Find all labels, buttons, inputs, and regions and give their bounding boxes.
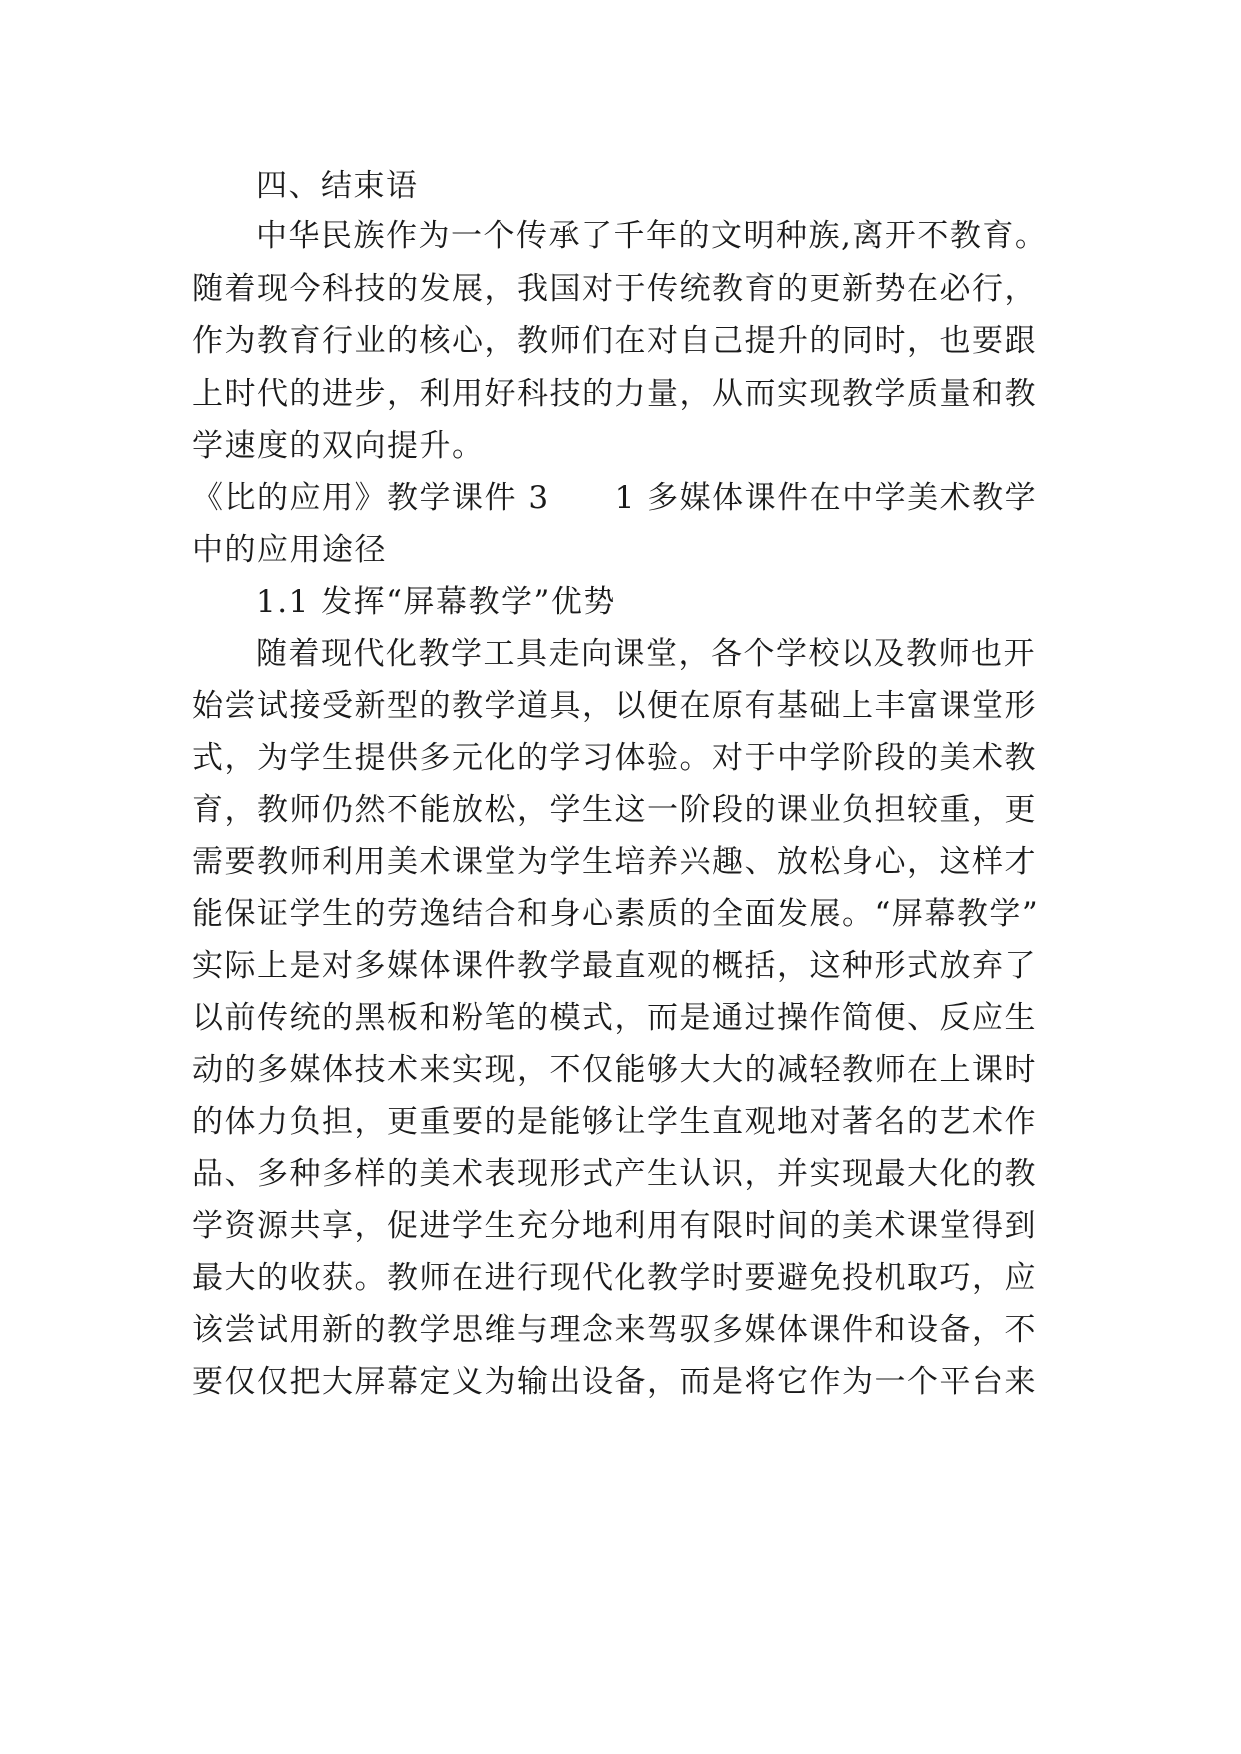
subsection-heading: 1.1 发挥“屏幕教学”优势 [256,584,616,620]
paragraph-line: 以前传统的黑板和粉笔的模式，而是通过操作简便、反应生 [192,1000,1037,1036]
paragraph-line: 式，为学生提供多元化的学习体验。对于中学阶段的美术教 [192,740,1037,776]
paragraph-line: 要仅仅把大屏幕定义为输出设备，而是将它作为一个平台来 [192,1364,1037,1400]
paragraph-line: 的体力负担，更重要的是能够让学生直观地对著名的艺术作 [192,1104,1037,1140]
paragraph-line: 中华民族作为一个传承了千年的文明种族,离开不教育。 [256,218,1048,254]
paragraph-line: 动的多媒体技术来实现，不仅能够大大的减轻教师在上课时 [192,1052,1037,1088]
paragraph-line: 学资源共享，促进学生充分地利用有限时间的美术课堂得到 [192,1208,1037,1244]
paragraph-line: 学速度的双向提升。 [192,428,485,464]
paragraph-line: 随着现今科技的发展，我国对于传统教育的更新势在必行， [192,271,1037,307]
section-heading: 四、结束语 [256,168,419,204]
paragraph-line: 能保证学生的劳逸结合和身心素质的全面发展。“屏幕教学” [192,896,1040,932]
document-title-line: 《比的应用》教学课件 3 1 多媒体课件在中学美术教学 [192,480,1038,516]
paragraph-line: 需要教师利用美术课堂为学生培养兴趣、放松身心，这样才 [192,844,1037,880]
paragraph-line: 品、多种多样的美术表现形式产生认识，并实现最大化的教 [192,1156,1037,1192]
paragraph-line: 育，教师仍然不能放松，学生这一阶段的课业负担较重，更 [192,792,1037,828]
paragraph-line: 上时代的进步，利用好科技的力量，从而实现教学质量和教 [192,376,1037,412]
paragraph-line: 作为教育行业的核心，教师们在对自己提升的同时，也要跟 [192,323,1037,359]
paragraph-line: 始尝试接受新型的教学道具，以便在原有基础上丰富课堂形 [192,688,1037,724]
paragraph-line: 随着现代化教学工具走向课堂，各个学校以及教师也开 [256,636,1036,672]
paragraph-line: 实际上是对多媒体课件教学最直观的概括，这种形式放弃了 [192,948,1037,984]
document-title-line: 中的应用途径 [192,532,387,568]
paragraph-line: 最大的收获。教师在进行现代化教学时要避免投机取巧，应 [192,1260,1037,1296]
paragraph-line: 该尝试用新的教学思维与理念来驾驭多媒体课件和设备，不 [192,1312,1037,1348]
